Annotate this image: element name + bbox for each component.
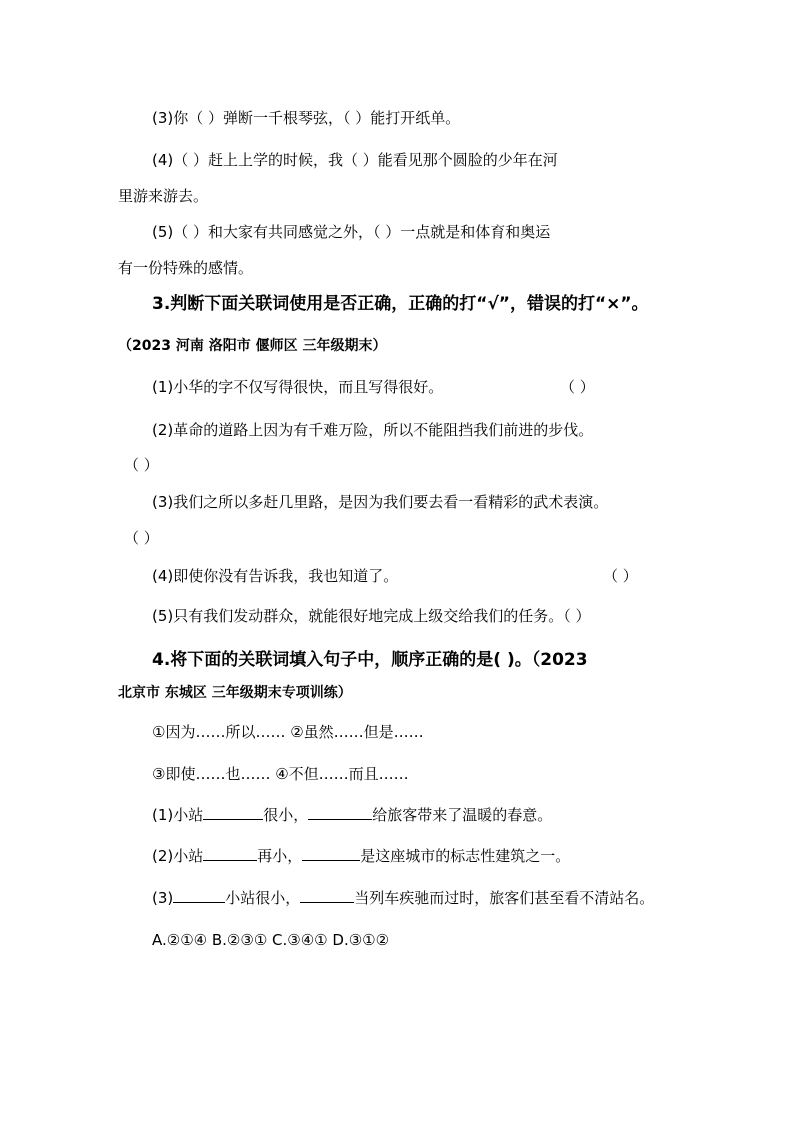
q4-sentence1 (152, 805, 552, 825)
q4-s3-c: 当列车疾驰而过时，旅客们甚至看不清站名。 (354, 889, 655, 907)
q2-item4-line1: (4)（ ）赶上上学的时候，我（ ）能看见那个圆脸的少年在河 (152, 151, 558, 169)
q4-s1-b: 很小， (263, 806, 309, 824)
q3-item4-paren: （ ） (603, 567, 638, 585)
q3-item4: (4)即使你没有告诉我，我也知道了。 (152, 567, 399, 585)
q2-item5-line1: (5)（ ）和大家有共同感觉之外，（ ）一点就是和体育和奥运 (152, 223, 551, 241)
q3-item3: (3)我们之所以多赶几里路，是因为我们要去看一看精彩的武术表演。 (152, 493, 609, 511)
q4-s3-a: (3) (152, 889, 174, 907)
q3-item3-paren: （ ） (124, 529, 159, 547)
q4-options-line2: ③即使……也…… ④不但……而且…… (152, 765, 409, 783)
blank (300, 888, 354, 903)
q4-sentence2 (152, 846, 570, 866)
blank (302, 846, 360, 861)
q4-s2-c: 是这座城市的标志性建筑之一。 (360, 847, 571, 865)
blank (203, 805, 263, 820)
q4-s1-a: (1)小站 (152, 806, 204, 824)
blank (308, 805, 372, 820)
q3-item2-paren: （ ） (124, 456, 159, 474)
q3-heading: 3.判断下面关联词使用是否正确，正确的打“√”，错误的打“×”。 (152, 294, 649, 314)
q2-item3: (3)你（ ）弹断一千根琴弦，（ ）能打开纸单。 (152, 109, 461, 127)
q4-s2-b: 再小， (257, 847, 303, 865)
q2-item4-line2: 里游来游去。 (118, 187, 209, 205)
q4-options-line1: ①因为……所以…… ②虽然……但是…… (152, 723, 424, 741)
q4-choices: A.②①④ B.②③① C.③④① D.③①② (152, 931, 390, 949)
q3-source: （2023 河南 洛阳市 偃师区 三年级期末） (118, 338, 387, 354)
q4-s3-b: 小站很小， (225, 889, 301, 907)
q3-item1-paren: （ ） (560, 378, 595, 396)
q4-heading-line1: 4.将下面的关联词填入句子中，顺序正确的是( )。（2023 (152, 650, 588, 670)
q3-item5: (5)只有我们发动群众，就能很好地完成上级交给我们的任务。（ ） (152, 607, 591, 625)
q4-s2-a: (2)小站 (152, 847, 204, 865)
blank (203, 846, 257, 861)
q4-heading-line2: 北京市 东城区 三年级期末专项训练） (118, 685, 352, 701)
q3-item2: (2)革命的道路上因为有千难万险，所以不能阻挡我们前进的步伐。 (152, 421, 594, 439)
q4-s1-c: 给旅客带来了温暖的春意。 (372, 806, 553, 824)
q2-item5-line2: 有一份特殊的感情。 (118, 259, 254, 277)
blank (173, 888, 225, 903)
q3-item1: (1)小华的字不仅写得很快，而且写得很好。 (152, 378, 444, 396)
q4-sentence3 (152, 888, 654, 908)
